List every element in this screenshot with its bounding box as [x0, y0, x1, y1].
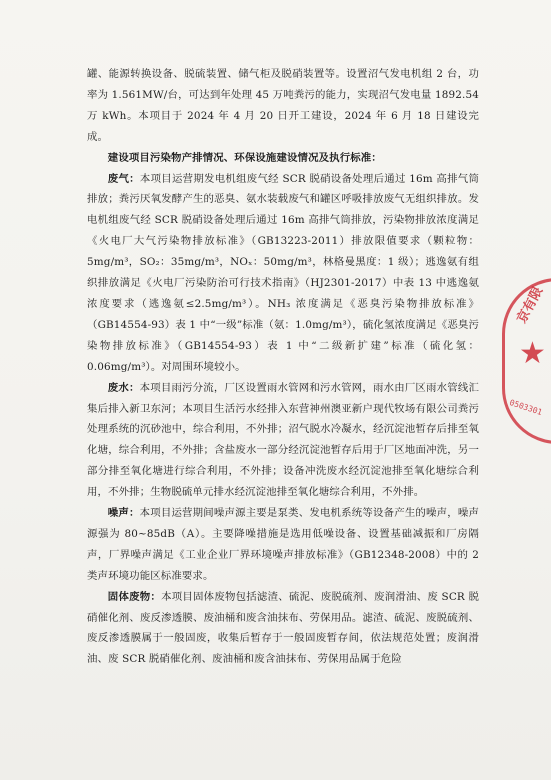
seal-star-icon: ★	[519, 336, 546, 371]
wastewater-lead: 废水：	[107, 381, 140, 394]
solid-waste-paragraph	[87, 587, 479, 671]
solid-waste-text: 本项目固体废物包括滤渣、硫泥、废脱硫剂、废润滑油、废 SCR 脱硝催化剂、废反渗透膜、废油桶和废含油抹布、劳保用品。滤渣、硫泥、废脱硫剂、废反渗透膜属于一般固废，收集后暂存于一般固废暂存间，依法规范处置；废润滑油、废 SCR 脱硝催化剂、废油桶和废含油抹布、劳保用品属于危险	[87, 590, 480, 666]
section-heading: 建设项目污染物产排情况、环保设施建设情况及执行标准：	[107, 151, 382, 164]
seal-text: 京有限	[514, 284, 547, 326]
noise-paragraph	[87, 503, 479, 587]
company-seal	[502, 278, 551, 444]
noise-text: 本项目运营期间噪声源主要是泵类、发电机系统等设备产生的噪声，噪声源强为 80~85dB（A）。主要降噪措施是选用低噪设备、设置基础减振和厂房隔声，厂界噪声满足《工业企业厂界环境噪声排放标准》（GB12348-2008）中的 2 类声环境功能区标准要求。	[87, 507, 480, 582]
seal-number: 0503301	[508, 398, 544, 417]
exhaust-gas-paragraph	[87, 169, 479, 378]
exhaust-gas-text: 本项目运营期发电机组废气经 SCR 脱硝设备处理后通过 16m 高排气筒排放；粪污厌氧发酵产生的恶臭、氨水装载废气和罐区呼吸排放废气无组织排放。发电机组废气经 SCR 脱硝设备处理后通过 16m 高排气筒排放，污染物排放浓度满足《火电厂大气污染物排放标准》（GB13223-2011）排放限值要求（颗粒物：5mg/m³，SO₂：35mg/m³，NOₓ：50mg/m³，林格曼黑度：1 级）；逃逸氨有组织排放满足《火电厂污染防治可行技术指南》（HJ2301-2017）中表 13 中逃逸氨浓度要求（逃逸氨≤2.5mg/m³）。NH₃ 浓度满足《恶臭污染物排放标准》（GB14554-93）表 1 中“一级”标准（氨：1.0mg/m³），硫化氢浓度满足《恶臭污染物排放标准》（GB14554-93）表 1 中“二级新扩建”标准（硫化氢：0.06mg/m³）。对周围环境较小。	[87, 172, 479, 373]
intro-paragraph: 罐、能源转换设备、脱硫装置、储气柜及脱硝装置等。设置沼气发电机组 2 台，功率为 1.561MW/台，可达到年处理 45 万吨粪污的能力，实现沼气发电量 1892.54 万 kWh。本项目于 2024 年 4 月 20 日开工建设，2024 年 6 月 18 日建设完成。	[87, 68, 479, 143]
solid-waste-lead: 固体废物：	[107, 590, 162, 603]
wastewater-paragraph	[87, 378, 479, 503]
exhaust-gas-lead: 废气：	[107, 172, 140, 185]
document-body	[87, 64, 479, 670]
noise-lead: 噪声：	[107, 507, 140, 520]
wastewater-text: 本项目雨污分流，厂区设置雨水管网和污水管网，雨水由厂区雨水管线汇集后排入新卫东河；本项目生活污水经排入东营神州澳亚新户现代牧场有限公司粪污处理系统的沉砂池中，综合利用，不外排；沼气脱水冷凝水，经沉淀池暂存后排至氧化塘，综合利用，不外排；含盐废水一部分经沉淀池暂存后用于厂区地面冲洗，另一部分排至氧化塘进行综合利用，不外排；设备冲洗废水经沉淀池排至氧化塘综合利用，不外排；生物脱硫单元排水经沉淀池排至氧化塘综合利用，不外排。	[87, 381, 480, 499]
